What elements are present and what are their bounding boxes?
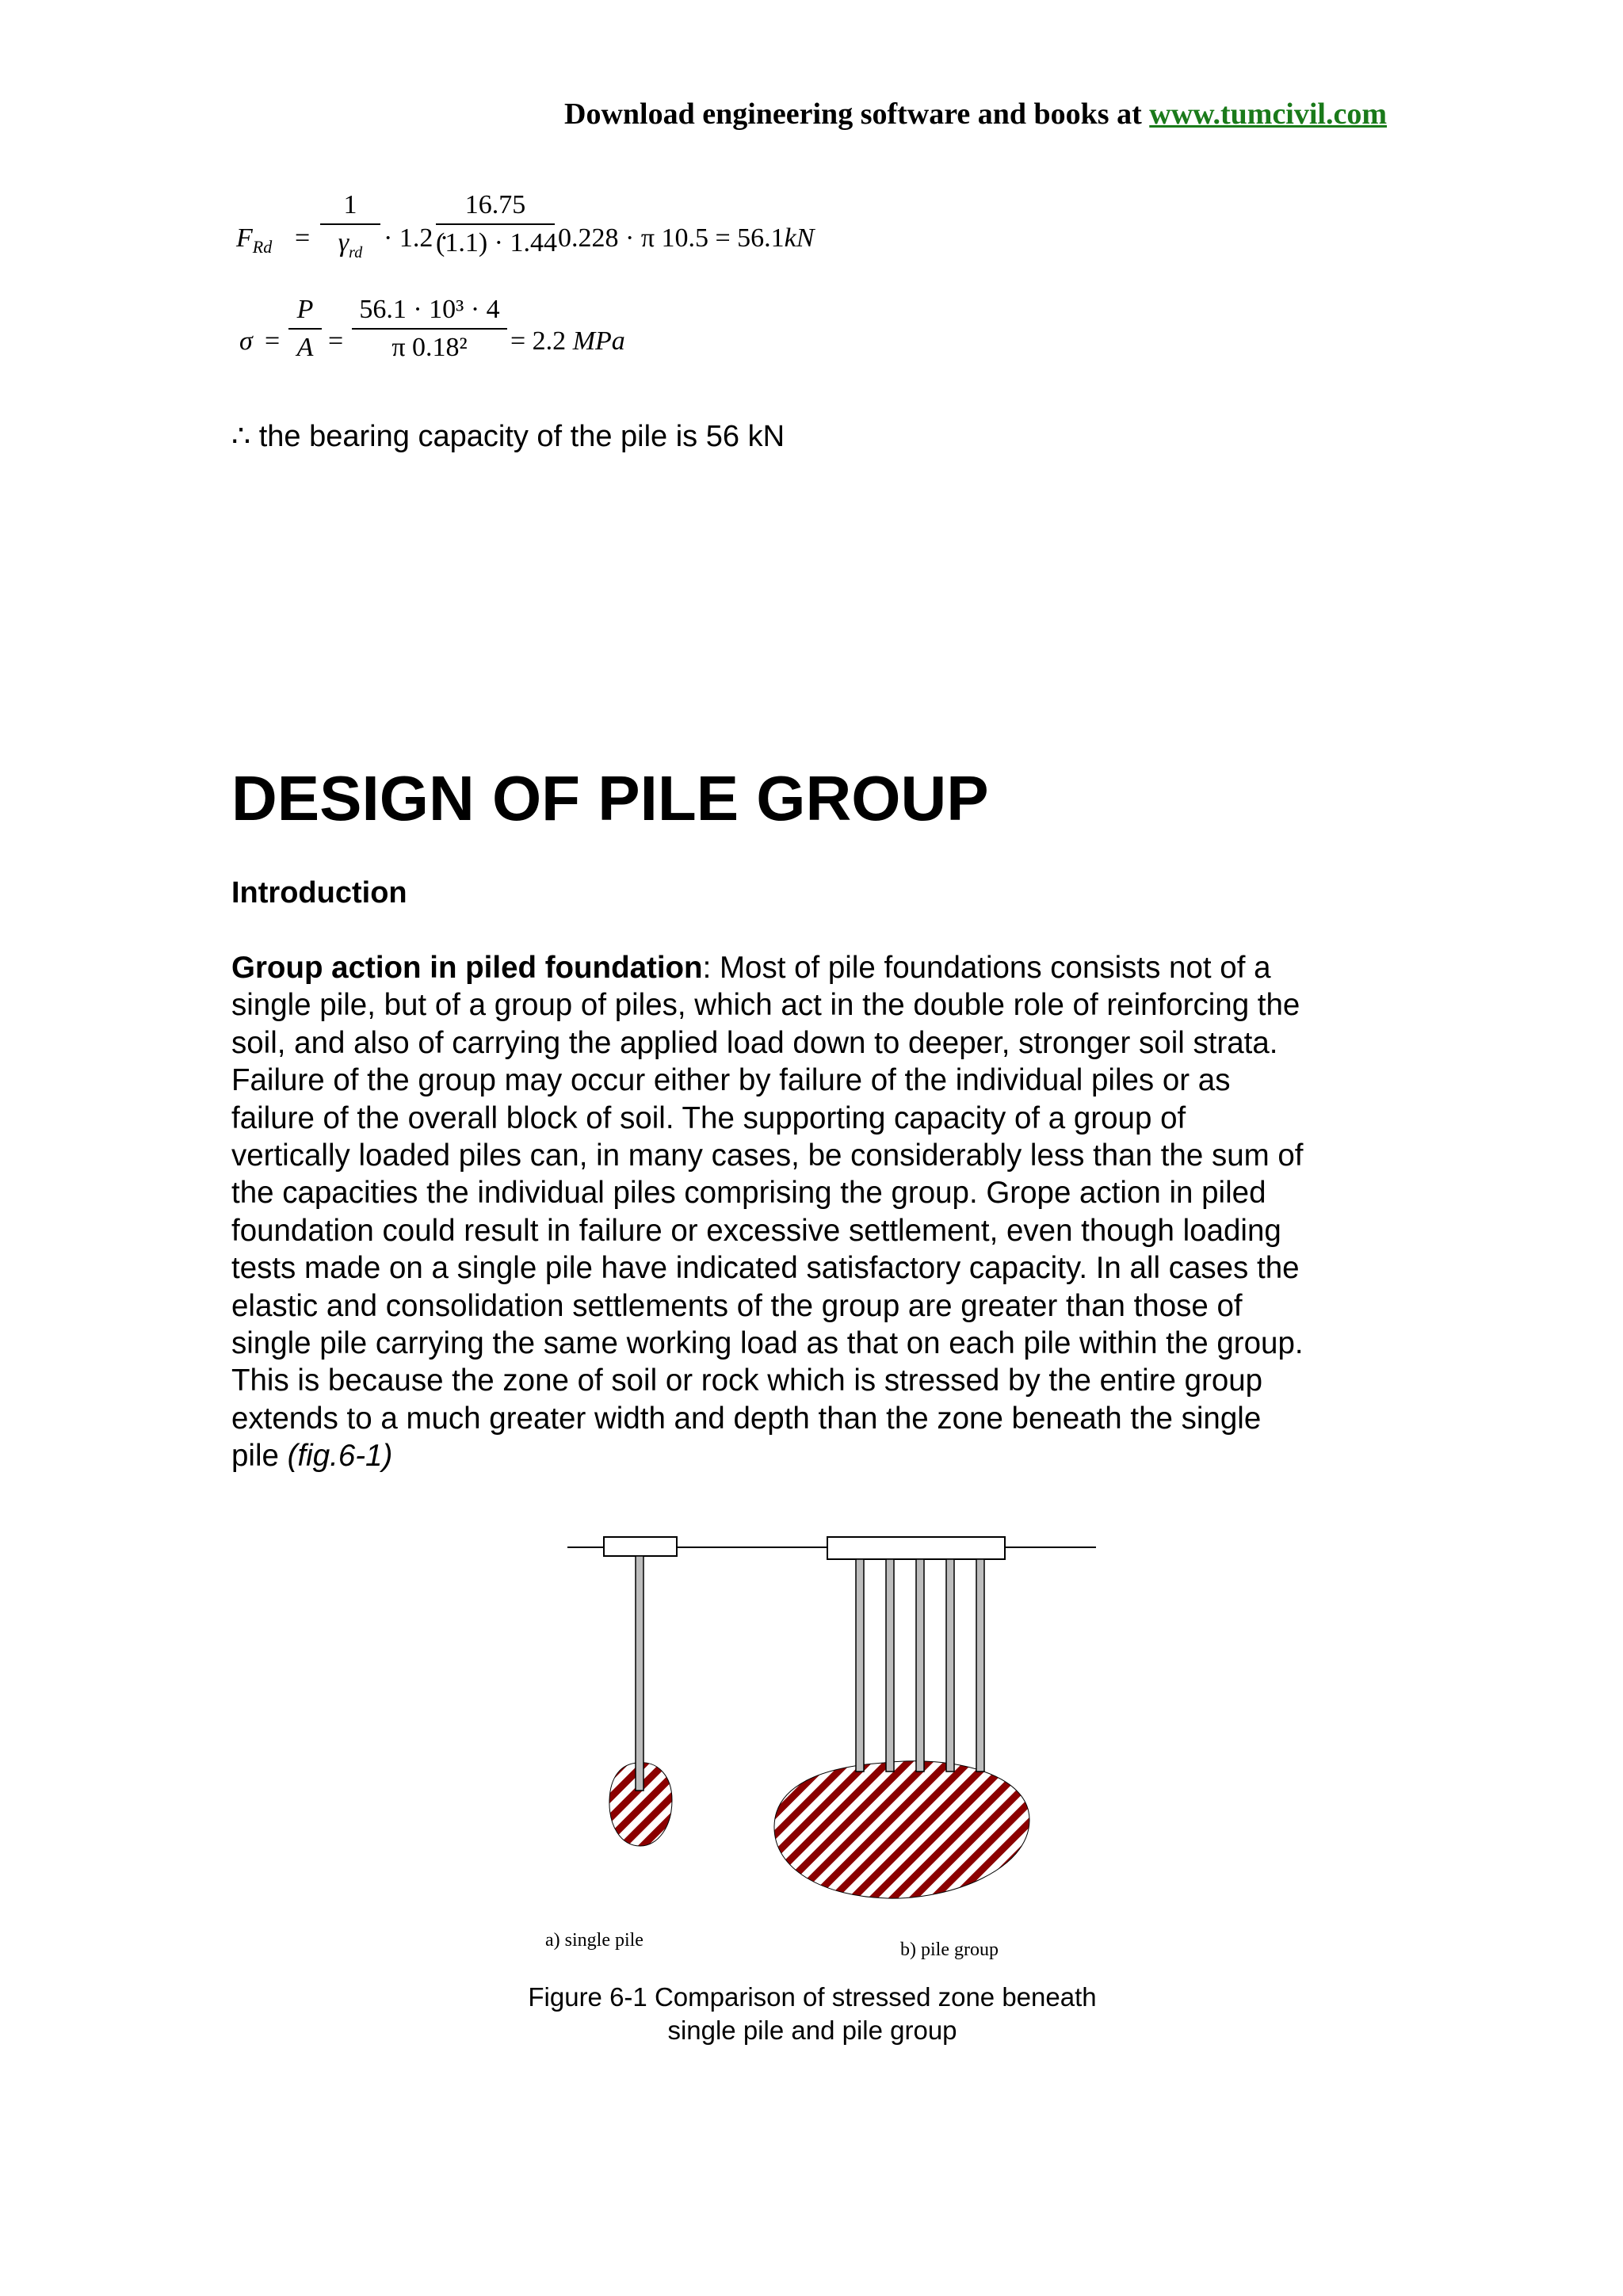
- eq2-unit: MPa: [572, 326, 625, 356]
- paragraph-line: pile: [231, 1439, 288, 1474]
- eq1-lhs-sub: Rd: [252, 236, 273, 257]
- paragraph-line: Failure of the group may occur either by failure of the individual piles or as: [231, 1063, 1231, 1098]
- paragraph-line: failure of the overall block of soil. The supporting capacity of a group of: [231, 1100, 1186, 1135]
- eq1-tail: 0.228 · π 10.5 = 56.1: [558, 223, 785, 253]
- eq1-f2-den: (1.1) · 1.44: [436, 228, 557, 257]
- caption-line-1: Figure 6-1 Comparison of stressed zone beneath: [528, 1982, 1097, 2012]
- eq1-mid: · 1.2 ·: [384, 223, 449, 253]
- paragraph-line: soil, and also of carrying the applied load down to deeper, stronger soil strata.: [231, 1025, 1278, 1060]
- eq2-equals: =: [265, 326, 281, 356]
- single-pile-shaft: [636, 1556, 643, 1791]
- eq2-lhs: σ: [239, 326, 253, 356]
- paragraph-line: extends to a much greater width and depth than the zone beneath the single: [231, 1401, 1262, 1436]
- pile-group-cap: [827, 1537, 1005, 1559]
- paragraph-line: foundation could result in failure or excessive settlement, even though loading: [231, 1213, 1281, 1248]
- figure-caption: [444, 1981, 1181, 2047]
- eq1-fraction-1: [320, 190, 380, 262]
- eq2-equals-2: =: [328, 326, 344, 356]
- eq1-f2-num: 16.75: [464, 190, 526, 219]
- eq1-f1-num: 1: [343, 190, 357, 219]
- figure-diagram: [539, 1521, 1109, 1973]
- figure-label-pile-group: b) pile group: [900, 1939, 999, 1960]
- paragraph-line: : Most of pile foundations consists not of a: [702, 951, 1271, 985]
- figure-reference: (fig.6-1): [287, 1439, 393, 1474]
- eq1-lhs: F: [236, 223, 253, 253]
- header-text: Download engineering software and books at: [564, 97, 1150, 131]
- pile-group-stressed-zone: [774, 1761, 1029, 1898]
- figure-pile-comparison: [539, 1521, 1109, 1973]
- eq1-f1-den-sub: rd: [349, 243, 363, 261]
- eq1-equals: =: [295, 223, 311, 253]
- body-paragraph: [231, 949, 1404, 1475]
- conclusion-text: ∴ the bearing capacity of the pile is 56 kN: [231, 420, 785, 453]
- group-pile-shaft: [856, 1559, 864, 1772]
- group-pile-shaft: [916, 1559, 924, 1772]
- caption-line-2: single pile and pile group: [667, 2016, 957, 2045]
- paragraph-lead: Group action in piled foundation: [231, 951, 703, 985]
- eq2-f1-num: P: [296, 295, 314, 324]
- equation-bearing-capacity: [231, 190, 945, 293]
- equation-stress: [231, 295, 945, 390]
- eq2-f1-den: A: [296, 333, 314, 362]
- eq1-unit: kN: [784, 223, 815, 253]
- eq2-fraction-1: [288, 295, 322, 363]
- paragraph-line: tests made on a single pile have indicated satisfactory capacity. In all cases the: [231, 1251, 1300, 1286]
- paragraph-line: This is because the zone of soil or rock which is stressed by the entire group: [231, 1363, 1263, 1398]
- page-header: [491, 97, 1387, 132]
- single-pile-cap: [604, 1537, 677, 1556]
- subsection-title: Introduction: [231, 876, 407, 910]
- paragraph-line: vertically loaded piles can, in many cases, be considerably less than the sum of: [231, 1138, 1304, 1173]
- group-pile-shaft: [946, 1559, 954, 1772]
- eq1-fraction-2: [436, 190, 555, 258]
- figure-label-single-pile: a) single pile: [545, 1930, 643, 1951]
- paragraph-line: elastic and consolidation settlements of the group are greater than those of: [231, 1288, 1243, 1323]
- eq2-fraction-2: [352, 295, 507, 363]
- eq2-f2-den: π 0.18²: [391, 333, 468, 362]
- group-pile-shaft: [976, 1559, 984, 1772]
- section-title: DESIGN OF PILE GROUP: [231, 763, 989, 833]
- group-pile-shaft: [886, 1559, 894, 1772]
- paragraph-line: the capacities the individual piles comprising the group. Grope action in piled: [231, 1176, 1266, 1211]
- paragraph-line: single pile carrying the same working load as that on each pile within the group.: [231, 1326, 1304, 1361]
- header-link[interactable]: www.tumcivil.com: [1149, 97, 1387, 131]
- eq2-f2-num: 56.1 · 10³ · 4: [359, 295, 500, 324]
- eq2-result: = 2.2: [510, 326, 567, 356]
- paragraph-line: single pile, but of a group of piles, which act in the double role of reinforcing the: [231, 988, 1300, 1023]
- eq1-f1-den: γ: [338, 228, 349, 257]
